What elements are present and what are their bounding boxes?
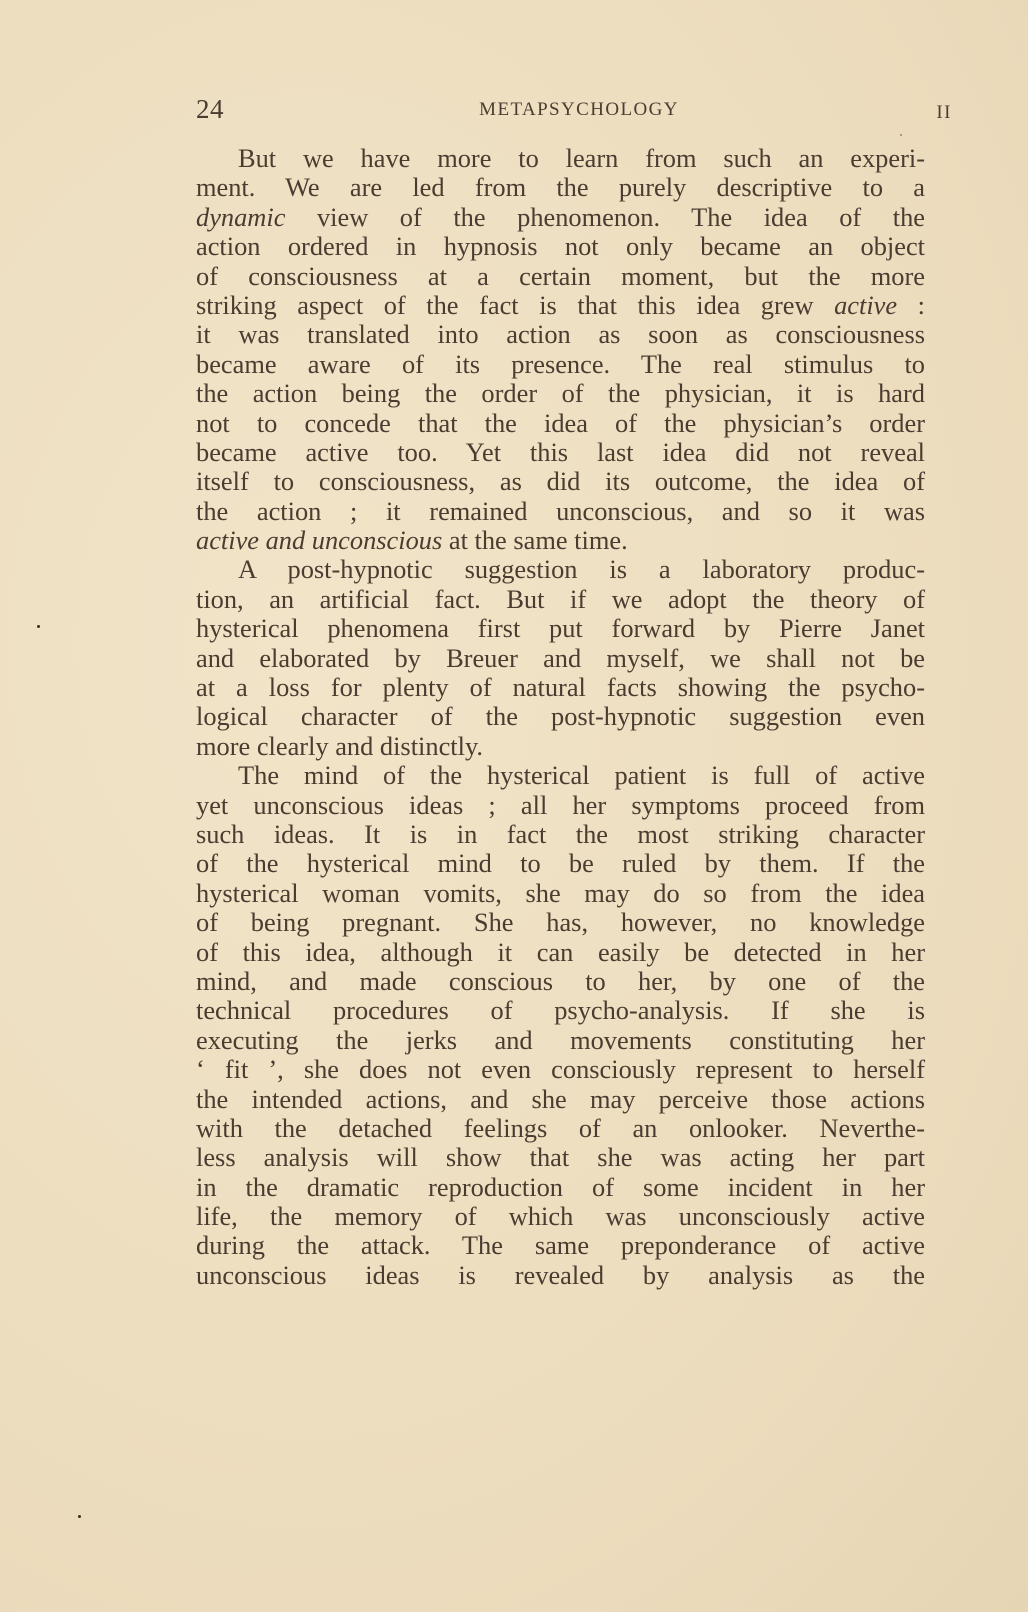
text-line [196, 1202, 925, 1231]
text-line [196, 320, 925, 349]
text-line [196, 732, 925, 761]
line-text: less analysis will show that she was acting her part [196, 1142, 925, 1173]
line-text: mind, and made conscious to her, by one of the [196, 965, 925, 996]
line-text: technical procedures of psycho-analysis. If she is [196, 995, 925, 1026]
text-line [196, 938, 925, 967]
line-text: in the dramatic reproduction of some incident in her [196, 1171, 925, 1202]
running-head [196, 94, 952, 126]
line-text: became active too. Yet this last idea did not reveal [196, 436, 925, 467]
text-line [196, 614, 925, 643]
text-line [196, 791, 925, 820]
line-text: tion, an artificial fact. But if we adopt the theory of [196, 583, 925, 614]
text-line [196, 879, 925, 908]
text-line [196, 585, 925, 614]
text-line [196, 350, 925, 379]
text-line [196, 1026, 925, 1055]
text-line [196, 849, 925, 878]
text-line [196, 673, 925, 702]
text-line [196, 144, 925, 173]
line-text: at the same time. [442, 525, 628, 556]
line-text: A post-hypnotic suggestion is a laboratory produc- [238, 554, 925, 585]
line-text: unconscious ideas is revealed by analysis as the [196, 1259, 925, 1290]
text-line [196, 497, 925, 526]
text-line [196, 1055, 925, 1084]
paper-speck [37, 625, 40, 628]
line-text: during the attack. The same preponderance of active [196, 1230, 925, 1261]
chapter-number: II [936, 102, 952, 123]
text-line [196, 908, 925, 937]
line-text: of being pregnant. She has, however, no knowledge [196, 907, 925, 938]
italic-emphasis: dynamic [196, 201, 286, 232]
text-line [196, 262, 925, 291]
page-number: 24 [196, 94, 224, 124]
body-text [196, 144, 925, 1290]
line-text: action ordered in hypnosis not only became an object [196, 231, 925, 262]
paper-speck [900, 134, 902, 136]
line-text: of the hysterical mind to be ruled by them. If the [196, 848, 925, 879]
italic-emphasis: active and unconscious [196, 525, 443, 556]
line-text: view of the phenomenon. The idea of the [285, 201, 925, 232]
text-line [196, 555, 925, 584]
text-line [196, 173, 925, 202]
text-line [196, 644, 925, 673]
text-line [196, 820, 925, 849]
line-text: The mind of the hysterical patient is full of active [238, 760, 925, 791]
line-text: the action ; it remained unconscious, and so it was [196, 495, 925, 526]
line-text: logical character of the post-hypnotic suggestion even [196, 701, 925, 732]
text-line [196, 467, 925, 496]
line-text: itself to consciousness, as did its outcome, the idea of [196, 466, 925, 497]
line-text: of consciousness at a certain moment, but the more [196, 260, 925, 291]
text-line [196, 1085, 925, 1114]
line-text: at a loss for plenty of natural facts showing the psycho- [196, 672, 925, 703]
line-text: the action being the order of the physician, it is hard [196, 378, 925, 409]
paper-speck [78, 1515, 81, 1518]
line-text: not to concede that the idea of the physician’s order [196, 407, 925, 438]
line-text: executing the jerks and movements constituting her [196, 1024, 925, 1055]
line-text: it was translated into action as soon as consciousness [196, 319, 925, 350]
text-line [196, 203, 925, 232]
line-text: hysterical woman vomits, she may do so from the idea [196, 877, 925, 908]
text-line [196, 1114, 925, 1143]
line-text: such ideas. It is in fact the most striking character [196, 818, 925, 849]
line-text: and elaborated by Breuer and myself, we shall not be [196, 642, 925, 673]
line-text: became aware of its presence. The real stimulus to [196, 348, 925, 379]
line-text: the intended actions, and she may perceive those actions [196, 1083, 925, 1114]
line-text: hysterical phenomena first put forward by Pierre Janet [196, 613, 925, 644]
line-text: ment. We are led from the purely descriptive to a [196, 172, 925, 203]
text-line [196, 1173, 925, 1202]
text-line [196, 438, 925, 467]
line-text: with the detached feelings of an onlooker. Neverthe- [196, 1112, 925, 1143]
italic-emphasis: active [834, 289, 898, 320]
running-title: METAPSYCHOLOGY [479, 99, 679, 120]
text-line [196, 996, 925, 1025]
line-text: ‘ fit ’, she does not even consciously represent to herself [196, 1054, 925, 1085]
text-line [196, 409, 925, 438]
line-text: But we have more to learn from such an experi- [238, 143, 925, 173]
text-line [196, 291, 925, 320]
line-tail: : [897, 289, 925, 320]
text-line [196, 232, 925, 261]
text-line [196, 761, 925, 790]
text-line [196, 1261, 925, 1290]
line-text: life, the memory of which was unconsciously active [196, 1201, 925, 1232]
line-text: more clearly and distinctly. [196, 730, 484, 761]
text-line [196, 1143, 925, 1172]
text-line [196, 702, 925, 731]
line-text: of this idea, although it can easily be detected in her [196, 936, 925, 967]
text-line [196, 379, 925, 408]
text-line [196, 1231, 925, 1260]
text-line [196, 967, 925, 996]
line-text: yet unconscious ideas ; all her symptoms proceed from [196, 789, 925, 820]
text-line [196, 526, 925, 555]
line-text: striking aspect of the fact is that this idea grew [196, 289, 835, 320]
